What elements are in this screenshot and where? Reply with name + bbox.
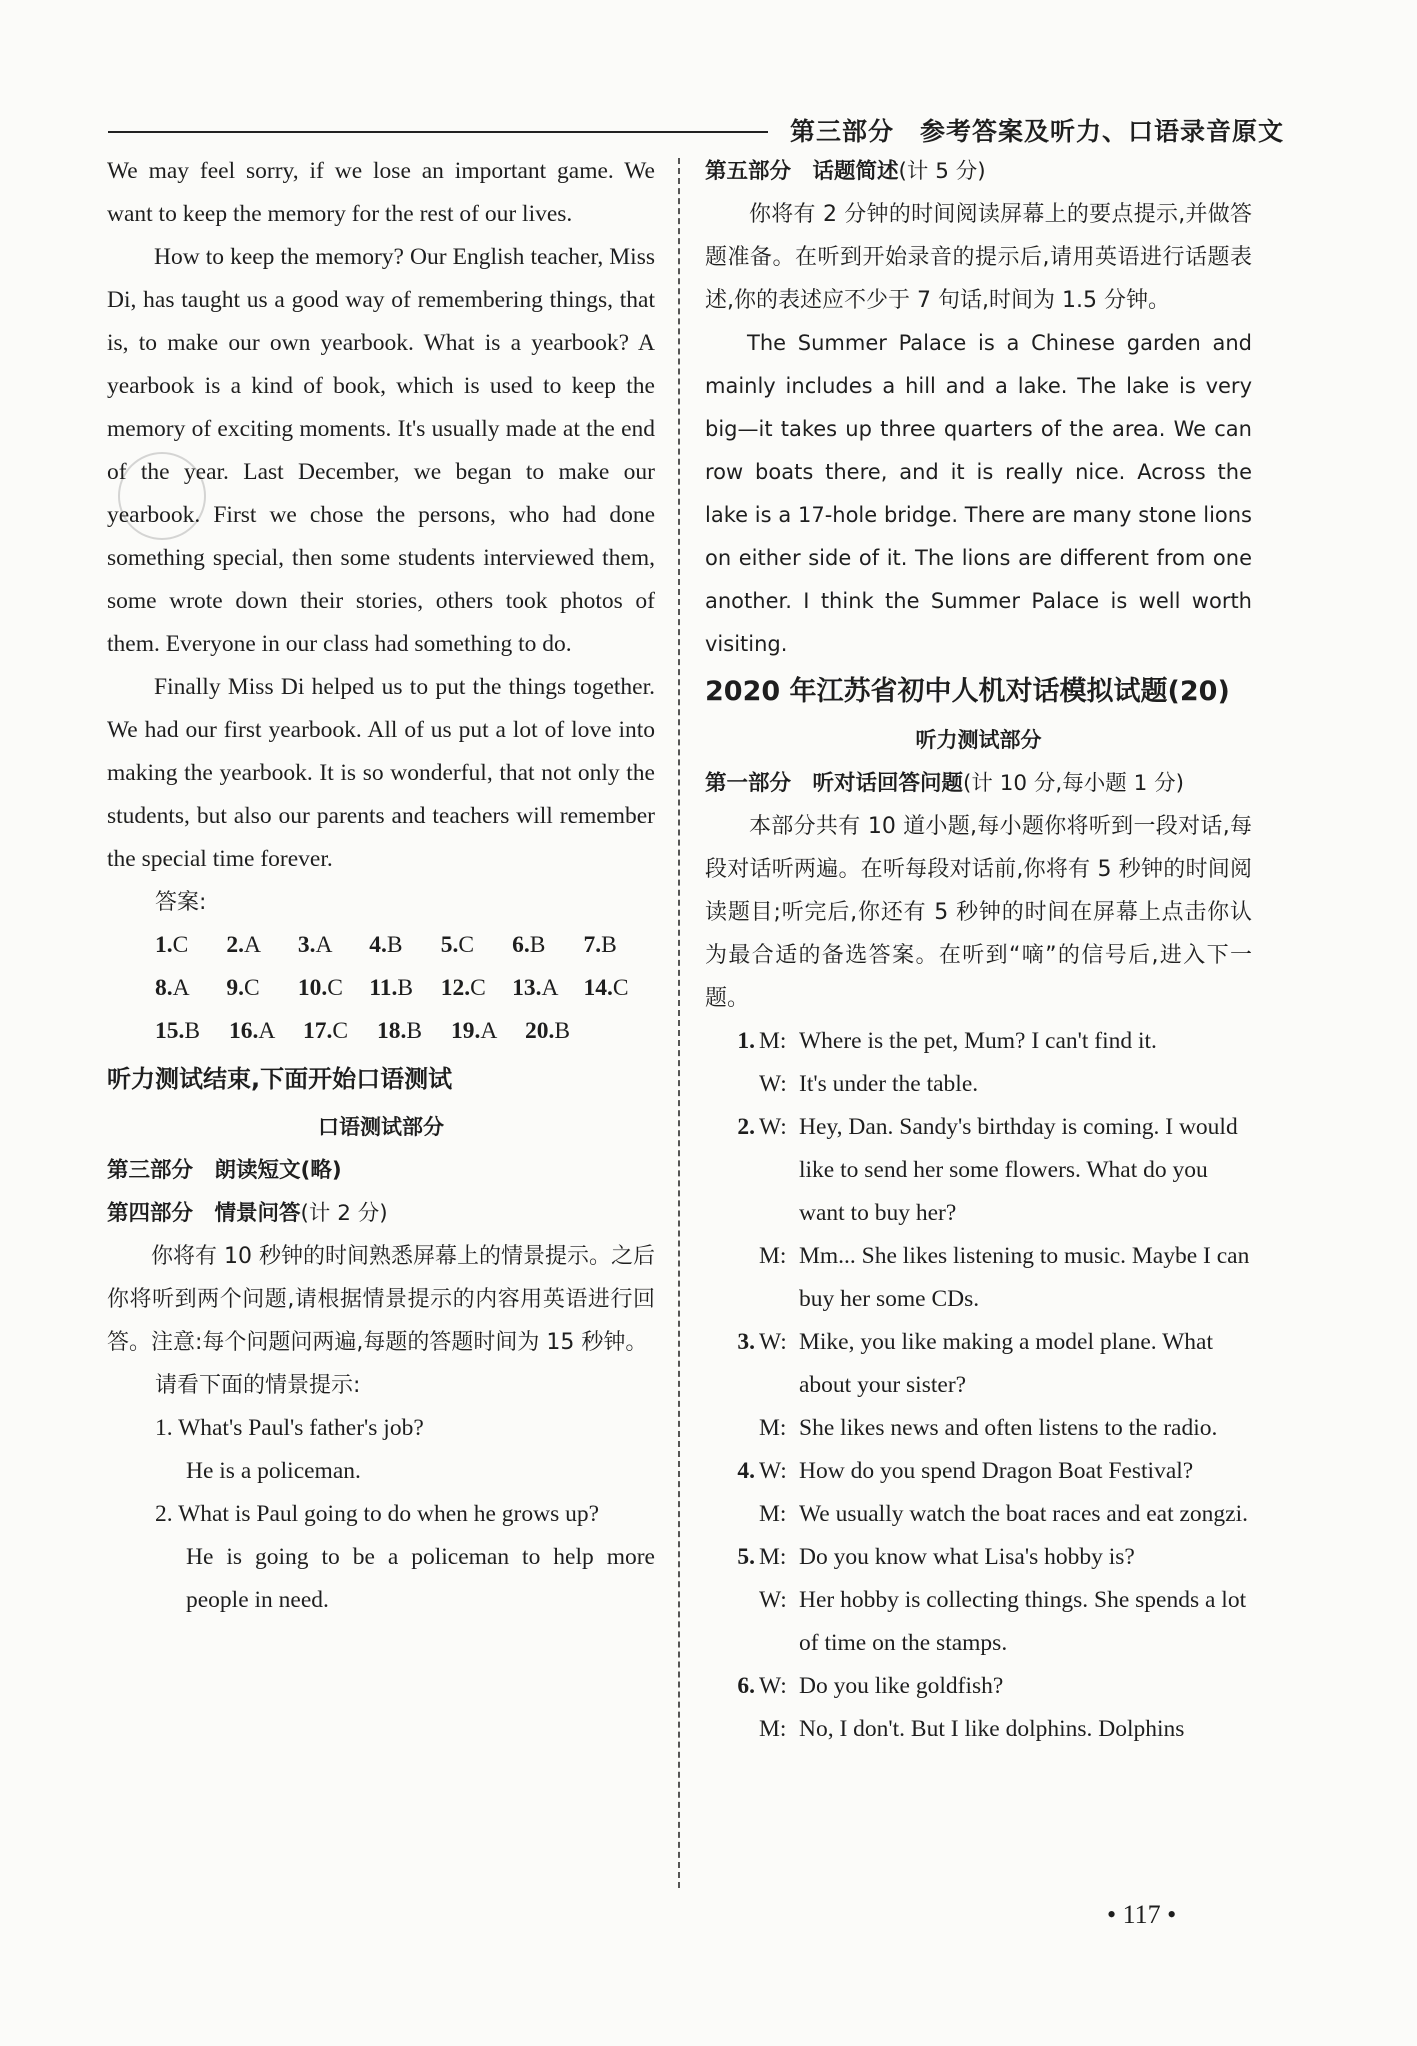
summer-palace-text: The Summer Palace is a Chinese garden and mainly includes a hill and a lake. The lake is very big—it takes up three quarters of the area. We can row boats there, and it is really nice. Across the lake is a 17-hole bridge. There are many stone lions on either side of it. The lions are different from one another. I think the Summer Palace is well worth visiting. [705, 331, 1252, 656]
dialogue-number-spacer [705, 1063, 755, 1106]
answer-row [107, 967, 655, 1010]
part4-title: 第四部分 情景问答 [107, 1201, 301, 1226]
prompt-q2-text: 2. What is Paul going to do when he grows up? [155, 1501, 600, 1527]
answer-item: 12.C [440, 975, 486, 1001]
dialogue-number-spacer [705, 1407, 755, 1450]
dialogue-number: 4. [737, 1458, 755, 1484]
speaker-label: W: [759, 1329, 787, 1355]
dialogue-number-spacer [705, 1708, 755, 1751]
part4-heading [107, 1192, 655, 1235]
speaker-label: W: [759, 1673, 787, 1699]
answer-item: 8.A [155, 975, 190, 1001]
header-rule [108, 131, 768, 133]
answer-item: 1.C [155, 932, 189, 958]
dialogue-line [705, 1063, 1252, 1106]
answer-choice: C [172, 932, 189, 958]
dialogue-item [705, 1321, 1252, 1450]
answer-choice: B [554, 1018, 571, 1044]
prompt-question-1 [107, 1407, 655, 1493]
prompt-intro: 请看下面的情景提示: [155, 1373, 361, 1398]
answer-number: 14 [583, 975, 608, 1001]
answer-row [107, 1010, 655, 1053]
answer-item: 18.B [377, 1018, 423, 1044]
answer-choice: C [244, 975, 260, 1001]
answer-item: 3.A [297, 932, 333, 958]
answer-choice: C [327, 975, 343, 1001]
part1-heading [705, 762, 1252, 805]
dialogue-line [705, 1708, 1252, 1751]
answer-number: 15 [155, 1018, 179, 1044]
answer-item: 16.A [229, 1018, 276, 1044]
running-header: 第三部分 参考答案及听力、口语录音原文 [790, 117, 1285, 146]
dialogue-item [705, 1020, 1252, 1106]
speaker-label: W: [759, 1071, 787, 1097]
answer-number: 11 [369, 975, 392, 1001]
answer-item: 7.B [583, 932, 617, 958]
right-column [705, 150, 1252, 1751]
part1-title: 第一部分 听对话回答问题 [705, 771, 964, 796]
answer-number: 12 [440, 975, 465, 1001]
answer-number: 1 [155, 932, 167, 958]
listening-test-title: 听力测试部分 [915, 728, 1042, 752]
dialogue-text: Mike, you like making a model plane. What about your sister? [799, 1329, 1213, 1398]
dialogue-number: 2. [737, 1114, 755, 1140]
answer-choice: A [244, 932, 262, 958]
dialogue-text: Hey, Dan. Sandy's birthday is coming. I would like to send her some flowers. What do you want to buy her? [799, 1114, 1238, 1226]
dialogue-number: 3. [737, 1329, 755, 1355]
dialogue-line [705, 1235, 1252, 1321]
answer-item: 11.B [369, 975, 414, 1001]
speaker-label: M: [759, 1415, 787, 1441]
answer-choice: A [480, 1018, 498, 1044]
speaker-label: M: [759, 1501, 787, 1527]
answer-number: 4 [369, 932, 382, 958]
answer-item: 4.B [369, 932, 403, 958]
answer-number: 10 [297, 975, 322, 1001]
dialogue-text: Do you know what Lisa's hobby is? [799, 1544, 1135, 1570]
dialogue-text: How do you spend Dragon Boat Festival? [799, 1458, 1194, 1484]
dialogue-line [705, 1321, 1252, 1407]
answer-choice: B [601, 932, 617, 958]
answer-number: 9 [226, 975, 239, 1001]
dialogue-list [705, 1020, 1252, 1751]
dialogue-line [705, 1106, 1252, 1235]
answer-choice: A [258, 1018, 276, 1044]
dialogue-text: Do you like goldfish? [799, 1673, 1004, 1699]
part5-score: (计 5 分) [898, 159, 986, 184]
dialogue-line [705, 1536, 1252, 1579]
answer-item: 13.A [512, 975, 559, 1001]
answer-number: 20 [525, 1018, 549, 1044]
answer-item: 9.C [226, 975, 260, 1001]
answer-choice: A [315, 932, 333, 958]
answer-number: 18 [377, 1018, 401, 1044]
answer-choice: C [612, 975, 629, 1001]
dialogue-number-spacer [705, 1579, 755, 1665]
part3-heading: 第三部分 朗读短文(略) [107, 1158, 342, 1183]
part1-instructions: 本部分共有 10 道小题,每小题你将听到一段对话,每段对话听两遍。在听每段对话前,你将有 5 秒钟的时间阅读题目;听完后,你还有 5 秒钟的时间在屏幕上点击你认为最合适的备选答案。在听到“嘀”的信号后,进入下一题。 [705, 814, 1252, 1011]
part5-title: 第五部分 话题简述 [705, 159, 899, 184]
dialogue-item [705, 1106, 1252, 1321]
answer-number: 17 [303, 1018, 327, 1044]
dialogue-line [705, 1450, 1252, 1493]
dialogue-text: Her hobby is collecting things. She spends a lot of time on the stamps. [799, 1587, 1247, 1656]
dialogue-text: Where is the pet, Mum? I can't find it. [799, 1028, 1157, 1054]
dialogue-line [705, 1407, 1252, 1450]
answer-row [107, 924, 655, 967]
answer-choice: B [406, 1018, 423, 1044]
answer-item: 2.A [226, 932, 262, 958]
paragraph-yearbook: How to keep the memory? Our English teacher, Miss Di, has taught us a good way of remembering things, that is, to make our own yearbook. What is a yearbook? A yearbook is a kind of book, which is used to keep the memory of exciting moments. It's usually made at the end of the year. Last December, we began to make our yearbook. First we chose the persons, who had done something special, then some students interviewed them, some wrote down their stories, others took photos of them. Everyone in our class had something to do. [107, 244, 655, 657]
answer-number: 8 [155, 975, 167, 1001]
oral-test-title: 口语测试部分 [318, 1115, 444, 1139]
speaker-label: W: [759, 1458, 787, 1484]
dialogue-text: Mm... She likes listening to music. Maybe I can buy her some CDs. [799, 1243, 1250, 1312]
answer-number: 19 [451, 1018, 475, 1044]
dialogue-line [705, 1493, 1252, 1536]
part4-score: (计 2 分) [300, 1201, 388, 1226]
prompt-a2-text: He is going to be a policeman to help more people in need. [186, 1544, 655, 1613]
answer-number: 3 [297, 932, 310, 958]
prompt-q1-text: 1. What's Paul's father's job? [155, 1415, 424, 1441]
answer-number: 2 [226, 932, 239, 958]
left-column [107, 150, 655, 1622]
paragraph-memory: We may feel sorry, if we lose an important game. We want to keep the memory for the rest of our lives. [107, 158, 655, 227]
answer-item: 5.C [440, 932, 474, 958]
answer-number: 6 [512, 932, 524, 958]
dialogue-text: No, I don't. But I like dolphins. Dolphins [799, 1716, 1185, 1742]
answer-item: 6.B [512, 932, 546, 958]
answers-label: 答案: [155, 890, 207, 915]
answer-choice: C [332, 1018, 349, 1044]
answer-item: 20.B [525, 1018, 571, 1044]
column-divider [678, 158, 680, 1888]
answer-choice: C [470, 975, 486, 1001]
speaker-label: M: [759, 1243, 787, 1269]
answer-choice: A [541, 975, 559, 1001]
answer-item: 19.A [451, 1018, 498, 1044]
answer-number: 16 [229, 1018, 253, 1044]
answer-choice: B [529, 932, 546, 958]
speaker-label: M: [759, 1716, 787, 1742]
answer-item: 17.C [303, 1018, 349, 1044]
answer-choice: B [397, 975, 414, 1001]
prompt-question-2 [107, 1493, 655, 1622]
speaker-label: W: [759, 1587, 787, 1613]
speaker-label: M: [759, 1544, 787, 1570]
answer-number: 13 [512, 975, 536, 1001]
dialogue-number-spacer [705, 1235, 755, 1321]
listening-end-heading: 听力测试结束,下面开始口语测试 [107, 1065, 453, 1093]
answer-item: 15.B [155, 1018, 201, 1044]
dialogue-item [705, 1450, 1252, 1536]
dialogue-number: 1. [737, 1028, 755, 1054]
answer-item: 14.C [583, 975, 629, 1001]
dialogue-line [705, 1579, 1252, 1665]
paragraph-finally: Finally Miss Di helped us to put the things together. We had our first yearbook. All of us put a lot of love into making the yearbook. It is so wonderful, that not only the students, but also our parents and teachers will remember the special time forever. [107, 674, 655, 872]
speaker-label: M: [759, 1028, 787, 1054]
dialogue-number: 5. [737, 1544, 755, 1570]
part1-score: (计 10 分,每小题 1 分) [963, 771, 1185, 796]
answer-choice: C [458, 932, 474, 958]
answer-choice: A [172, 975, 190, 1001]
dialogue-text: It's under the table. [799, 1071, 979, 1097]
dialogue-item [705, 1536, 1252, 1665]
prompt-a1-text: He is a policeman. [186, 1458, 361, 1484]
page-number: • 117 • [1107, 1900, 1177, 1929]
part4-instructions: 你将有 10 秒钟的时间熟悉屏幕上的情景提示。之后你将听到两个问题,请根据情景提示的内容用英语进行回答。注意:每个问题问两遍,每题的答题时间为 15 秒钟。 [107, 1244, 655, 1355]
dialogue-number-spacer [705, 1493, 755, 1536]
answer-item: 10.C [297, 975, 343, 1001]
exam-title: 2020 年江苏省初中人机对话模拟试题(20) [705, 676, 1230, 707]
part5-instructions: 你将有 2 分钟的时间阅读屏幕上的要点提示,并做答题准备。在听到开始录音的提示后,请用英语进行话题表述,你的表述应不少于 7 句话,时间为 1.5 分钟。 [705, 202, 1252, 313]
answer-key [107, 924, 655, 1053]
part5-heading [705, 150, 1252, 193]
dialogue-line [705, 1665, 1252, 1708]
dialogue-text: She likes news and often listens to the radio. [799, 1415, 1218, 1441]
dialogue-number: 6. [737, 1673, 755, 1699]
speaker-label: W: [759, 1114, 787, 1140]
answer-number: 5 [440, 932, 453, 958]
dialogue-text: We usually watch the boat races and eat zongzi. [799, 1501, 1248, 1527]
dialogue-line [705, 1020, 1252, 1063]
dialogue-item [705, 1665, 1252, 1751]
answer-number: 7 [583, 932, 596, 958]
answer-choice: B [386, 932, 403, 958]
answer-choice: B [184, 1018, 201, 1044]
